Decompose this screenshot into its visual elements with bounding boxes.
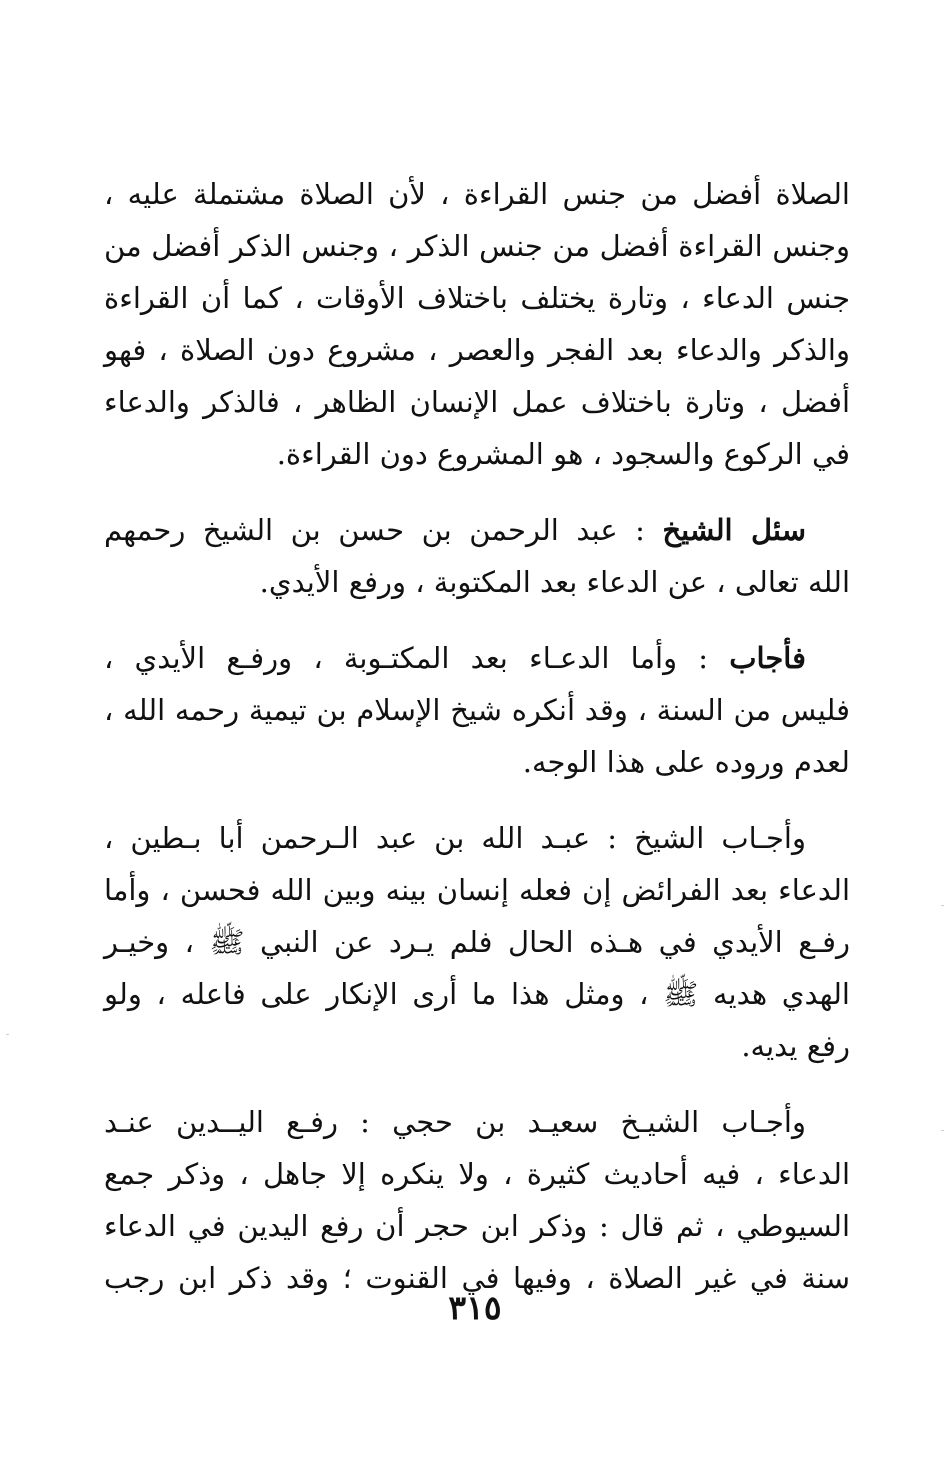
- text-line: الله تعالى ، عن الدعاء بعد المكتوبة ، ورفع الأيدي.: [259, 565, 850, 599]
- page-number: ٣١٥: [448, 1288, 502, 1327]
- paragraph-5: [104, 1096, 850, 1304]
- page-body: [104, 168, 850, 1304]
- text-line: والذكر والدعاء بعد الفجر والعصر ، مشروع دون الصلاة ، فهو: [104, 333, 850, 367]
- text-line: الدعاء ، فيه أحاديث كثيرة ، ولا ينكره إلا جاهل ، وذكر جمع: [104, 1157, 850, 1191]
- text-line: جنس الدعاء ، وتارة يختلف باختلاف الأوقات ، كما أن القراءة: [104, 281, 850, 315]
- text-line: [104, 632, 850, 684]
- text-line: السيوطي ، ثم قال : وذكر ابن حجر أن رفع اليدين في الدعاء: [104, 1209, 850, 1243]
- text-line: فليس من السنة ، وقد أنكره شيخ الإسلام بن تيمية رحمه الله ،: [104, 693, 850, 727]
- text-line: [104, 504, 850, 556]
- text-line: الهدي هديه ﷺ ، ومثل هذا ما أرى الإنكار على فاعله ، ولو: [104, 977, 850, 1011]
- text-line: وأجـاب الشيـخ سعيـد بن حجي : رفـع اليــدين عنـد: [104, 1105, 806, 1139]
- text-line: رفع يديه.: [741, 1029, 850, 1063]
- text-line: وجنس القراءة أفضل من جنس الذكر ، وجنس الذكر أفضل من: [104, 229, 850, 263]
- text-line: الصلاة أفضل من جنس القراءة ، لأن الصلاة مشتملة عليه ،: [104, 177, 850, 211]
- text-segment: : عبد الرحمن بن حسن بن الشيخ رحمهم: [104, 513, 663, 547]
- text-segment: : وأما الدعـاء بعد المكتـوبة ، ورفـع الأيدي ،: [104, 641, 730, 675]
- paragraph-lead: فأجاب: [729, 641, 806, 675]
- text-line: رفـع الأيدي في هـذه الحال فلم يـرد عن النبي ﷺ ، وخيـر: [104, 925, 850, 959]
- paragraph-4: [104, 812, 850, 1072]
- paragraph-3: [104, 632, 850, 788]
- paragraph-2: [104, 504, 850, 608]
- paragraph-1: [104, 168, 850, 480]
- scan-mark: [6, 1034, 9, 1035]
- scan-mark: [941, 905, 944, 906]
- text-line: وأجـاب الشيخ : عبـد الله بن عبد الـرحمن أبا بـطين ،: [104, 821, 806, 855]
- text-line: أفضل ، وتارة باختلاف عمل الإنسان الظاهر ، فالذكر والدعاء: [104, 385, 850, 419]
- text-line: سنة في غير الصلاة ، وفيها في القنوت ؛ وقد ذكر ابن رجب: [104, 1261, 850, 1295]
- text-line: لعدم وروده على هذا الوجه.: [522, 745, 850, 779]
- paragraph-lead: سئل الشيخ: [662, 513, 806, 547]
- scan-mark: [941, 1130, 944, 1131]
- text-line: في الركوع والسجود ، هو المشروع دون القراءة.: [276, 437, 850, 471]
- text-line: الدعاء بعد الفرائض إن فعله إنسان بينه وبين الله فحسن ، وأما: [104, 873, 850, 907]
